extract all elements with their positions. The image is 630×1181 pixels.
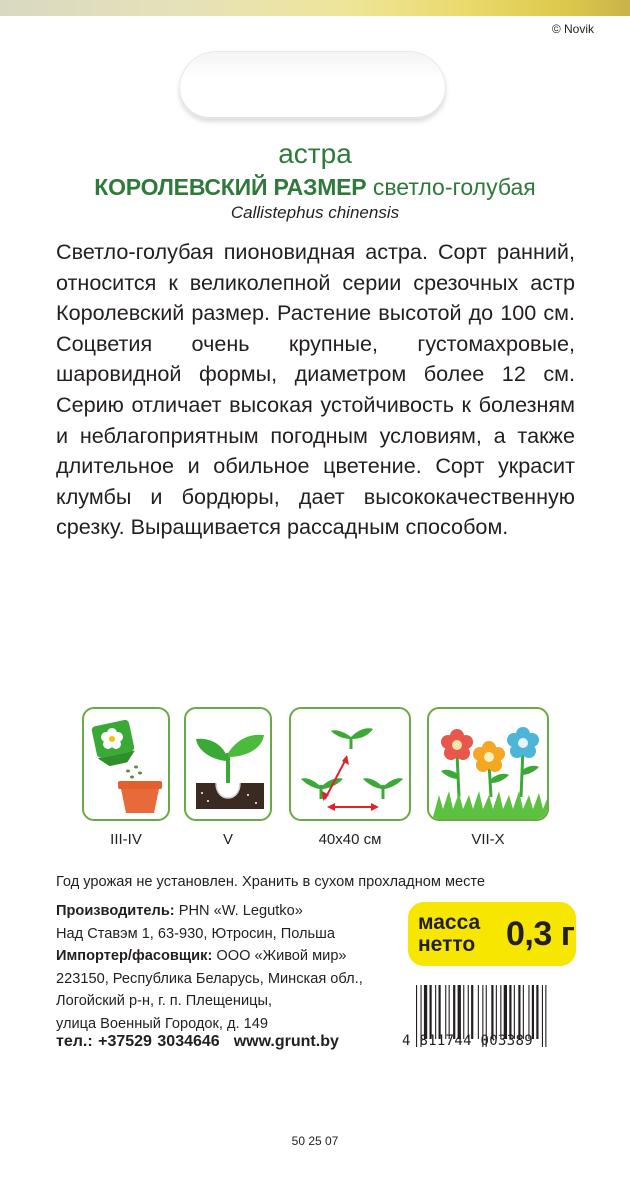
weight-label-2: нетто bbox=[418, 933, 476, 956]
net-weight-badge bbox=[408, 902, 576, 966]
importer-label: Импортер/фасовщик: bbox=[56, 948, 213, 965]
latin-name: Callistephus chinensis bbox=[230, 203, 400, 222]
hang-hole bbox=[180, 52, 445, 118]
seedling-caption: V bbox=[222, 831, 233, 848]
importer-address-2: Логойский р-н, г. п. Плещеницы, bbox=[56, 993, 273, 1010]
sowing-caption: III-IV bbox=[110, 831, 142, 848]
weight-value: 0,3 г bbox=[506, 914, 575, 953]
manufacturer-value: PHN «W. Legutko» bbox=[174, 903, 303, 919]
contacts bbox=[56, 1033, 353, 1051]
weight-label bbox=[418, 912, 506, 956]
manufacturer-address: Над Ставэм 1, 63-930, Ютросин, Польша bbox=[56, 925, 335, 942]
storage-note: Год урожая не установлен. Хранить в сухом прохладном месте bbox=[56, 874, 486, 890]
importer-address-1: 223150, Республика Беларусь, Минская обл., bbox=[56, 970, 363, 987]
variety-name: КОРОЛЕВСКИЙ РАЗМЕР bbox=[94, 174, 367, 200]
phone-number: тел.: +37529 3034646 bbox=[56, 1033, 220, 1050]
importer-value: ООО «Живой мир» bbox=[212, 948, 347, 965]
spacing-icon bbox=[289, 707, 411, 821]
variety-color: светло-голубая bbox=[372, 174, 536, 200]
weight-label-1: масса bbox=[418, 911, 481, 934]
batch-code: 50 25 07 bbox=[291, 1134, 339, 1148]
importer-address-3: улица Военный Городок, д. 149 bbox=[56, 1015, 269, 1032]
variety-title bbox=[0, 172, 630, 202]
spacing-caption: 40x40 см bbox=[318, 831, 382, 848]
top-image-strip bbox=[0, 0, 630, 16]
copyright: © Novik bbox=[551, 22, 594, 36]
barcode-digits: 4 811744 003389 bbox=[402, 1033, 533, 1049]
manufacturer-label: Производитель: bbox=[56, 903, 175, 919]
sowing-icon bbox=[82, 707, 170, 821]
importer-line bbox=[56, 945, 363, 968]
website-link: www.grunt.by bbox=[233, 1033, 339, 1050]
description: Светло-голубая пионовидная астра. Сорт ранний, относится к великолепной серии срезочных астр Королевский размер. Растение высотой до 100 см. Соцветия очень крупные, густомахровые, шаровидной формы, диаметром более 12 см. Серию отличает высокая устойчивость к болезням и неблагоприятным погодным условиям, а также длительное и обильное цветение. Сорт украсит клумбы и бордюры, дает высококачественную срезку. Выращивается рассадным способом. bbox=[56, 239, 575, 540]
manufacturer-line bbox=[56, 900, 363, 923]
title-block bbox=[0, 138, 630, 224]
icon-row bbox=[0, 707, 630, 857]
producer-info bbox=[56, 900, 363, 1036]
seedling-icon bbox=[184, 707, 272, 821]
flowering-icon bbox=[427, 707, 549, 821]
species-title: астра bbox=[278, 138, 352, 169]
flowering-caption: VII-X bbox=[471, 831, 505, 848]
